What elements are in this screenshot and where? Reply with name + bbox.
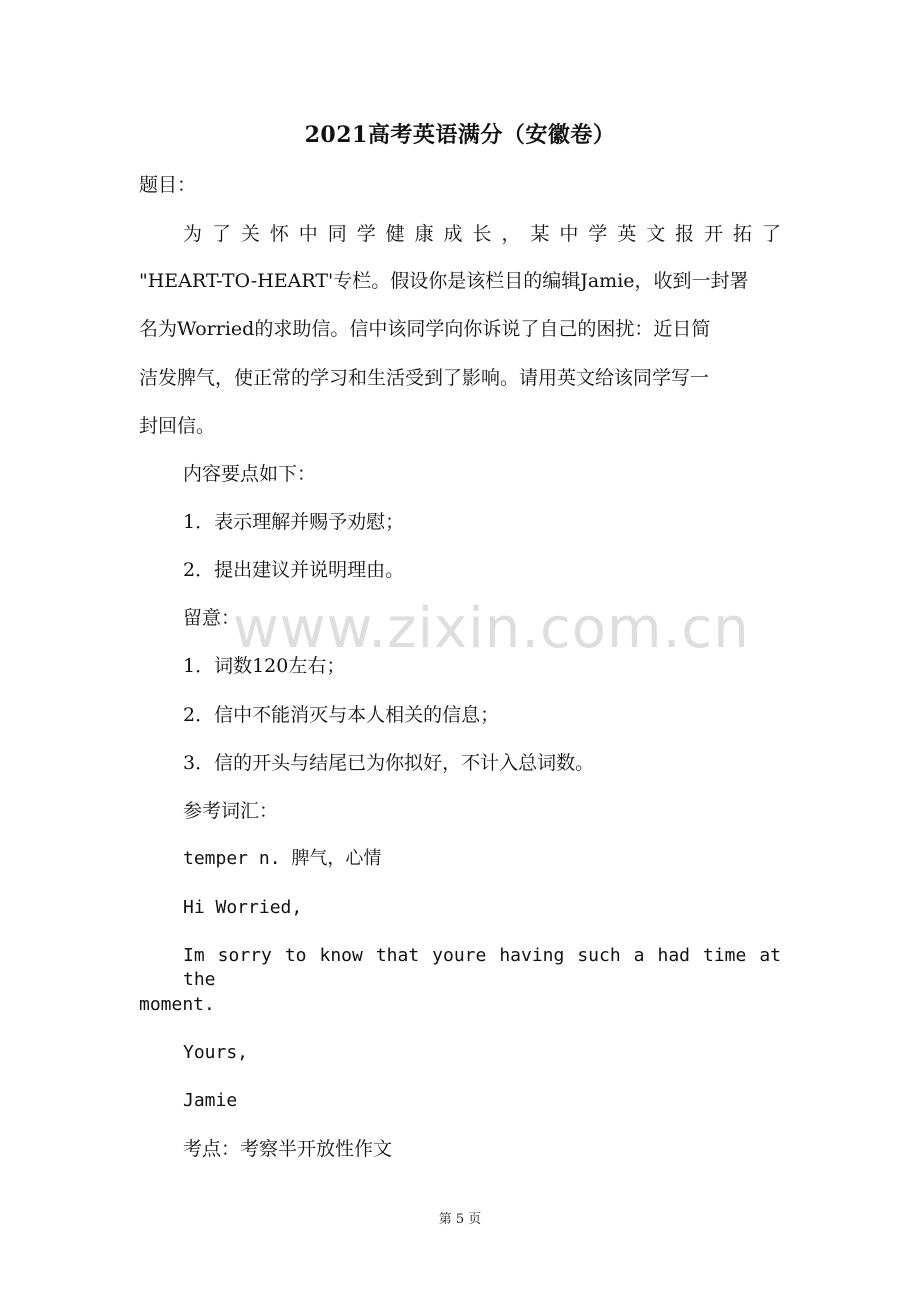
watermark: www.zixin.com.cn <box>233 596 750 661</box>
paragraph-line: 为了关怀中同学健康成长，某中学英文报开拓了 <box>183 223 781 245</box>
letter-greeting: Hi Worried, <box>183 897 303 918</box>
list-item: 2．提出建议并说明理由。 <box>183 559 405 581</box>
points-heading: 内容要点如下： <box>183 463 317 485</box>
page-number: 第 5 页 <box>438 1212 482 1227</box>
paragraph-line: 名为Worried的求助信。信中该同学向你诉说了自己的困扰：近日简 <box>139 318 711 340</box>
question-label: 题目： <box>139 174 197 196</box>
letter-closing: Yours, <box>183 1042 249 1063</box>
paragraph-line: 封回信。 <box>139 415 216 437</box>
paragraph-line: 洁发脾气，使正常的学习和生活受到了影响。请用英文给该同学写一 <box>139 367 710 389</box>
list-item: 1．词数120左右； <box>183 655 346 677</box>
vocab-item: temper n. 脾气，心情 <box>183 848 382 869</box>
list-item: 3．信的开头与结尾已为你拟好，不计入总词数。 <box>183 752 595 774</box>
document-title: 2021高考英语满分（安徽卷） <box>304 122 616 148</box>
vocab-heading: 参考词汇： <box>183 800 279 822</box>
list-item: 1．表示理解并赐予劝慰； <box>183 511 405 533</box>
paragraph-line: "HEART-TO-HEART'专栏。假设你是该栏目的编辑Jamie，收到一封署 <box>139 270 749 292</box>
notes-heading: 留意： <box>183 607 241 629</box>
letter-body-line: moment. <box>139 994 215 1015</box>
letter-signature: Jamie <box>183 1090 238 1111</box>
kaodian-line: 考点：考察半开放性作文 <box>183 1138 393 1160</box>
letter-body-line: Im sorry to know that youre having such a had time at the <box>183 945 781 990</box>
list-item: 2．信中不能消灭与本人相关的信息； <box>183 704 500 726</box>
